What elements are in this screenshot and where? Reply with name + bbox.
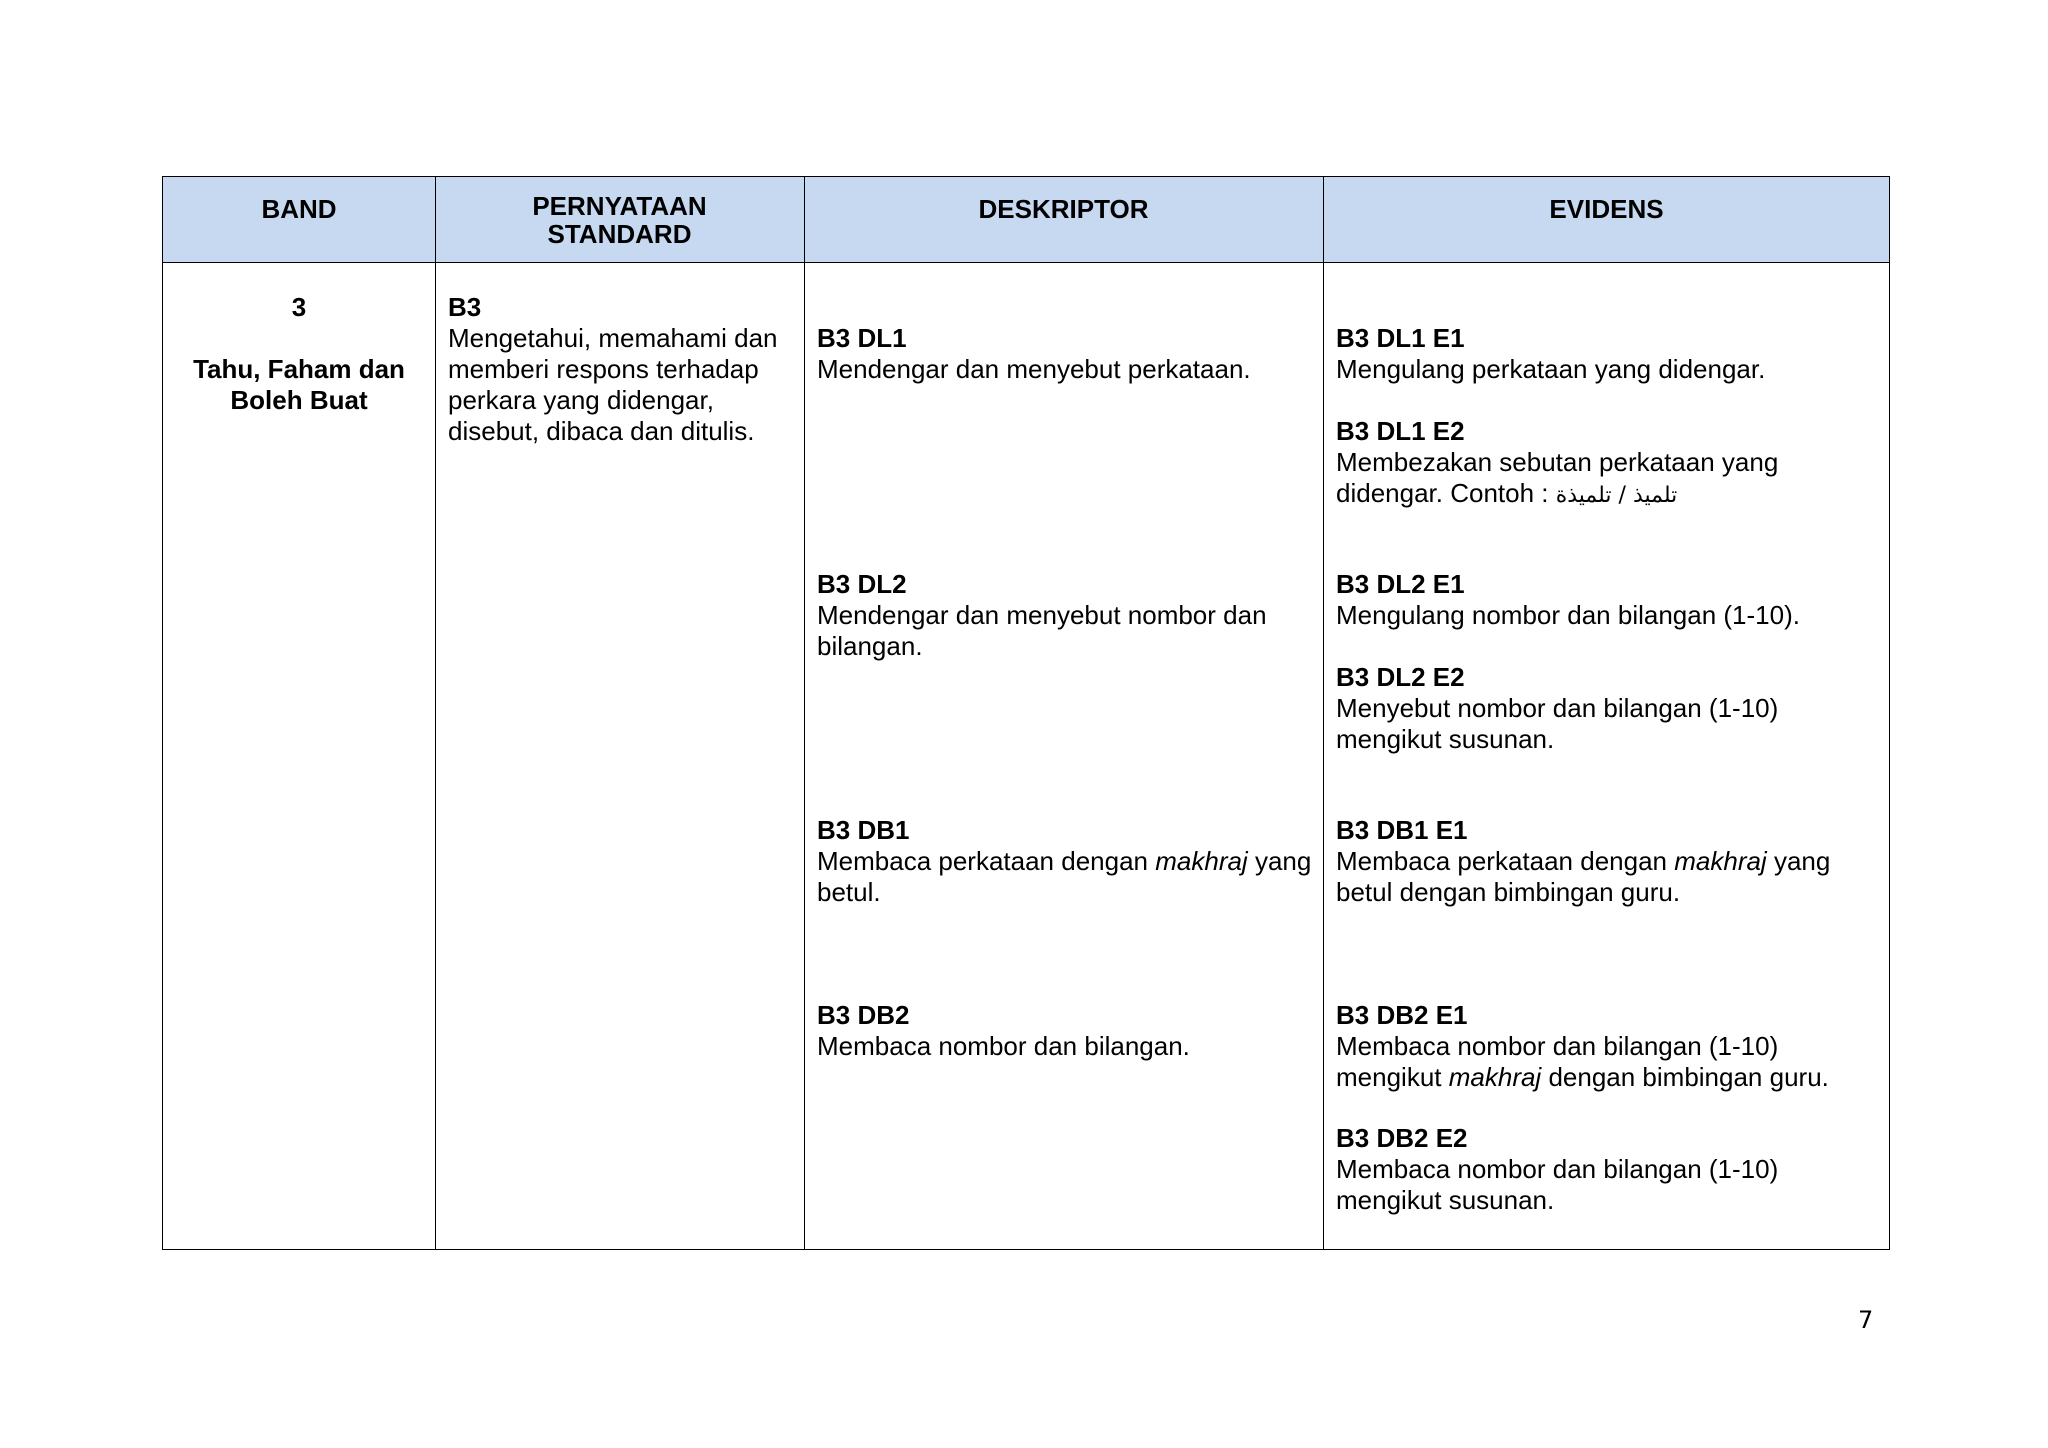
descriptor-code: B3 DB2 <box>817 1000 910 1030</box>
evidence-code: B3 DL1 E1 <box>1336 323 1465 353</box>
evidence-item <box>1336 1000 1876 1093</box>
header-pernyataan-standard: PERNYATAAN STANDARD <box>532 190 707 249</box>
evidence-text <box>1336 447 1816 511</box>
evidence-text <box>1336 1031 1876 1093</box>
rubric-table <box>162 176 1890 1250</box>
header-band: BAND <box>261 194 337 224</box>
evidence-item <box>1336 569 1876 631</box>
evidence-item <box>1336 323 1876 385</box>
evidence-text-part: dengan bimbingan guru. <box>1541 1062 1829 1092</box>
descriptor-item <box>817 815 1317 908</box>
descriptor-text: Mendengar dan menyebut nombor dan bilangan. <box>817 600 1267 661</box>
evidence-code: B3 DL1 E2 <box>1336 416 1465 446</box>
evidence-item <box>1336 416 1816 511</box>
descriptor-item <box>817 569 1317 662</box>
evidence-code: B3 DB2 E1 <box>1336 1000 1468 1030</box>
evidence-code: B3 DB2 E2 <box>1336 1123 1468 1153</box>
header-deskriptor: DESKRIPTOR <box>978 194 1149 224</box>
evidence-code: B3 DL2 E1 <box>1336 569 1465 599</box>
evidence-text: Mengulang nombor dan bilangan (1-10). <box>1336 600 1800 630</box>
evidence-code: B3 DL2 E2 <box>1336 662 1465 692</box>
evidence-text-part: Membaca nombor dan bilangan (1-10) mengikut <box>1336 1031 1779 1092</box>
evidence-text <box>1336 846 1876 908</box>
evidence-text-part: Membezakan sebutan perkataan yang didengar. Contoh : <box>1336 447 1779 508</box>
descriptor-code: B3 DB1 <box>817 815 910 845</box>
header-evidens: EVIDENS <box>1549 194 1664 224</box>
evidence-text-part: Membaca perkataan dengan <box>1336 846 1675 876</box>
descriptor-code: B3 DL1 <box>817 323 907 353</box>
standard-text: Mengetahui, memahami dan memberi respons terhadap perkara yang didengar, disebut, dibaca dan ditulis. <box>448 323 778 446</box>
evidence-item <box>1336 662 1816 755</box>
column-divider <box>1323 177 1324 1249</box>
descriptor-text-part: yang betul. <box>817 846 1312 907</box>
evidence-item <box>1336 815 1876 908</box>
evidence-item <box>1336 1123 1816 1216</box>
descriptor-item <box>817 1000 1317 1062</box>
band-number: 3 <box>291 292 307 322</box>
evidence-text-italic: makhraj <box>1674 846 1767 876</box>
page-number: 7 <box>1858 1306 1874 1334</box>
band-label: Tahu, Faham dan Boleh Buat <box>193 354 405 415</box>
descriptor-text: Membaca nombor dan bilangan. <box>817 1031 1190 1061</box>
descriptor-text-part: Membaca perkataan dengan <box>817 846 1156 876</box>
evidence-text-italic: makhraj <box>1448 1062 1542 1092</box>
evidence-text: Menyebut nombor dan bilangan (1-10) mengikut susunan. <box>1336 693 1779 754</box>
descriptor-text-italic: makhraj <box>1155 846 1248 876</box>
descriptor-code: B3 DL2 <box>817 569 907 599</box>
arabic-example: تلميذ / تلميذة <box>1555 483 1678 508</box>
descriptor-text: Mendengar dan menyebut perkataan. <box>817 354 1251 384</box>
column-divider <box>804 177 805 1249</box>
standard-code: B3 <box>448 292 482 322</box>
evidence-text-part: yang betul dengan bimbingan guru. <box>1336 846 1831 907</box>
evidence-text: Mengulang perkataan yang didengar. <box>1336 354 1766 384</box>
descriptor-item <box>817 323 1317 385</box>
descriptor-text <box>817 846 1317 908</box>
evidence-code: B3 DB1 E1 <box>1336 815 1468 845</box>
evidence-text: Membaca nombor dan bilangan (1-10) mengikut susunan. <box>1336 1154 1779 1215</box>
column-divider <box>435 177 436 1249</box>
